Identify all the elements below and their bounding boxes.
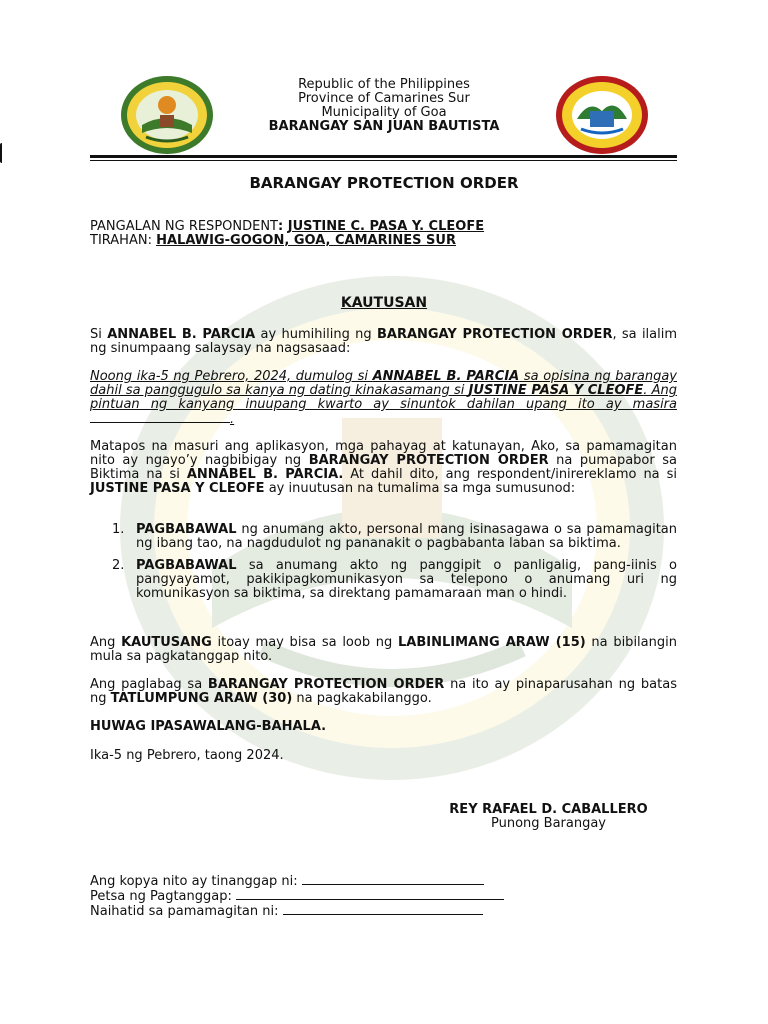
penalty-text: na pagkakabilanggo.	[292, 691, 432, 706]
header-rule-thick	[90, 155, 677, 158]
order-item	[90, 523, 677, 551]
received-by-blank	[302, 874, 484, 885]
validity-text: na bibilangin mula sa pagkatanggap nito.	[90, 635, 677, 664]
narrative-text: sa opisina ng barangay dahil sa panggugulo sa kanya ng dating kinakasamang si	[90, 369, 677, 398]
order-text: sa anumang akto ng panggipit o panligalig, pang-iinis o pangyayamot, pakikipagkomunikasyon sa telepono o anumang uri ng komunikasyon sa biktima, sa direktang pamamaraan man o hindi.	[136, 558, 677, 601]
findings-paragraph	[90, 440, 677, 496]
receipt-block	[90, 874, 677, 919]
narrative-paragraph	[90, 370, 677, 427]
received-by-line	[90, 874, 677, 889]
orders-list	[90, 523, 677, 609]
respondent-name: JUSTINE PASA Y CLEOFE	[90, 481, 265, 496]
order-term: KAUTUSANG	[121, 635, 212, 650]
findings-text: ay inuutusan na tumalima sa mga sumusunod:	[264, 481, 576, 496]
date-received-blank	[236, 889, 504, 900]
intro-paragraph	[90, 328, 677, 356]
header-municipality: Municipality of Goa	[321, 105, 447, 120]
delivered-by-label: Naihatid sa pamamagitan ni:	[90, 904, 279, 919]
intro-text: Si	[90, 327, 108, 342]
respondent-address-label: TIRAHAN:	[90, 233, 152, 248]
respondent-name-label: PANGALAN NG RESPONDENT	[90, 219, 278, 234]
validity-text: Ang	[90, 635, 122, 650]
bpo-term: BARANGAY PROTECTION ORDER	[376, 327, 613, 342]
signatory-position: Punong Barangay	[490, 816, 606, 831]
document-title: BARANGAY PROTECTION ORDER	[249, 174, 519, 192]
date-line: Ika-5 ng Pebrero, taong 2024.	[90, 748, 284, 763]
penalty-paragraph	[90, 678, 677, 706]
narrative-text: Noong ika-5 ng Pebrero, 2024, dumulog si	[90, 369, 373, 384]
order-text: ng anumang akto, personal mang isinasagawa o sa pamamagitan ng ibang tao, na nagdudulot ng pananakit o pagbabanta laban sa biktima.	[136, 522, 677, 551]
findings-text: Matapos na masuri ang aplikasyon, mga pahayag at katunayan, Ako, sa pamamagitan nito ay ngayo’y nagbibigay ng	[90, 439, 677, 468]
respondent-name-value: JUSTINE C. PASA Y. CLEOFE	[287, 219, 485, 234]
page-edge-mark	[0, 143, 5, 163]
findings-text: na pumapabor sa Biktima na si	[90, 453, 677, 482]
header-barangay: BARANGAY SAN JUAN BAUTISTA	[268, 119, 500, 134]
bpo-term: BARANGAY PROTECTION ORDER	[207, 677, 445, 692]
letterhead	[0, 78, 768, 134]
order-number: 2.	[112, 558, 125, 573]
signature-block	[420, 803, 677, 831]
date-received-line	[90, 889, 677, 904]
section-heading: KAUTUSAN	[340, 295, 428, 311]
respondent-name-line: PANGALAN NG RESPONDENT: JUSTINE C. PASA Y. CLEOFE	[90, 219, 485, 234]
penalty-text: Ang paglabag sa	[90, 677, 208, 692]
respondent-address-value: HALAWIG-GOGON, GOA, CAMARINES SUR	[156, 233, 456, 248]
penalty-text: na ito ay pinaparusahan ng batas ng	[90, 677, 677, 706]
received-by-label: Ang kopya nito ay tinanggap ni:	[90, 874, 298, 889]
penalty-duration: TATLUMPUNG ARAW (30)	[110, 691, 293, 706]
warning-line: HUWAG IPASAWALANG-BAHALA.	[90, 719, 327, 734]
applicant-name: ANNABEL B. PARCIA	[372, 369, 520, 384]
order-item	[90, 559, 677, 601]
intro-text: ay humihiling ng	[255, 327, 377, 342]
findings-text: At dahil dito, ang respondent/inirereklamo na si	[343, 467, 677, 482]
signatory-name: REY RAFAEL D. CABALLERO	[449, 802, 648, 817]
validity-duration: LABINLIMANG ARAW (15)	[398, 635, 586, 650]
respondent-info	[90, 220, 677, 248]
blank-line	[90, 412, 230, 423]
order-number: 1.	[112, 522, 125, 537]
validity-text: itoay may bisa sa loob ng	[211, 635, 398, 650]
narrative-text: .	[230, 412, 235, 427]
applicant-name: ANNABEL B. PARCIA	[107, 327, 256, 342]
header-province: Province of Camarines Sur	[298, 91, 470, 106]
respondent-name: JUSTINE PASA Y CLEOFE	[468, 383, 644, 398]
order-keyword: PAGBABAWAL	[136, 522, 237, 537]
date-received-label: Petsa ng Pagtanggap:	[90, 889, 232, 904]
delivered-by-blank	[283, 904, 483, 915]
intro-text: , sa ilalim ng sinumpaang salaysay na nagsasaad:	[90, 327, 678, 356]
header-rule-thin	[90, 160, 677, 161]
bpo-term: BARANGAY PROTECTION ORDER	[308, 453, 549, 468]
delivered-by-line	[90, 904, 677, 919]
order-keyword: PAGBABAWAL	[136, 558, 237, 573]
header-republic: Republic of the Philippines	[298, 77, 470, 92]
respondent-address-line	[90, 234, 677, 248]
validity-paragraph	[90, 636, 677, 664]
victim-name: ANNABEL B. PARCIA.	[186, 467, 344, 482]
narrative-text: . Ang pintuan ng kanyang inuupang kwarto ay sinuntok dahilan upang ito ay masira	[90, 383, 677, 412]
